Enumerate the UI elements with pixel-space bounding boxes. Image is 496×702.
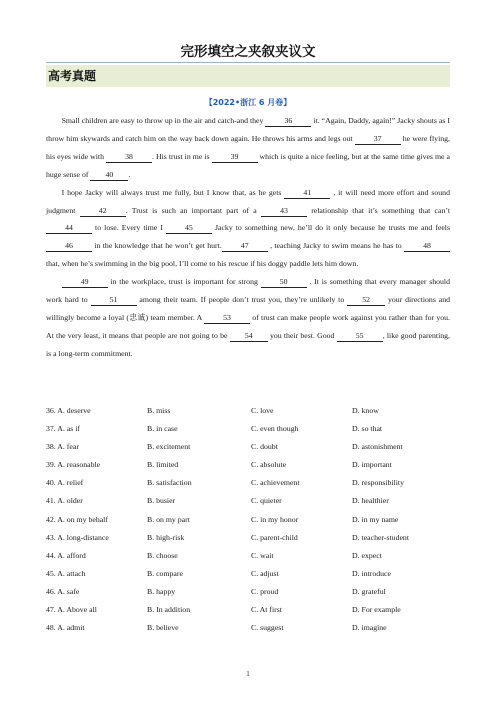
question-number: 45. (46, 568, 56, 578)
option-b: B. choose (147, 550, 178, 560)
option-row (46, 583, 450, 601)
passage-text: you their best. Good (267, 330, 337, 340)
option-d: D. imagine (352, 623, 387, 633)
option-b: B. compare (147, 568, 183, 578)
option-b: B. high-risk (147, 532, 185, 542)
option-row (46, 547, 450, 565)
passage-text: to lose. Every time I (92, 223, 166, 233)
question-number: 48. (46, 623, 56, 633)
option-text: A. older (57, 496, 83, 506)
option-a (46, 492, 83, 510)
passage-text: that, when he’s swimming in the big pool, I’ll come to his rescue if his doggy paddle lets him down. (46, 259, 359, 269)
passage-text: he were flying, his eyes wide with (46, 133, 450, 161)
option-row (46, 511, 450, 529)
passage-text: your directions and willingly become a loyal (忠诚) team member. A (46, 295, 450, 322)
option-a (46, 529, 109, 547)
question-number: 38. (46, 442, 56, 452)
blank-48: 48 (404, 240, 450, 252)
option-d: D. healthier (352, 496, 389, 506)
passage-text: . (128, 169, 131, 179)
blank-49: 49 (62, 276, 108, 288)
passage-text: among their team. If people don’t trust you, they’re unlikely to (136, 295, 348, 305)
option-row (46, 492, 450, 510)
option-a (46, 402, 91, 420)
option-d: D. introduce (352, 568, 391, 578)
source-label: 【2022•浙江 6 月卷】 (204, 98, 292, 107)
option-a (46, 601, 97, 619)
blank-50: 50 (261, 276, 307, 288)
option-d: D. know (352, 406, 379, 415)
option-b: B. satisfaction (147, 478, 192, 488)
question-number: 46. (46, 586, 56, 596)
passage-text: of trust can make people work against you rather than for you. At the very least, it means that people are not going to be (46, 312, 450, 340)
blank-52: 52 (347, 294, 385, 306)
option-a (46, 547, 86, 565)
option-text: A. long-distance (57, 532, 109, 542)
option-c: C. suggest (251, 623, 284, 633)
option-c: C. quieter (251, 496, 282, 506)
option-d: D. important (352, 460, 392, 470)
option-c: C. absolute (251, 460, 287, 470)
option-d: D. expect (352, 550, 382, 560)
blank-36: 36 (265, 115, 311, 127)
option-row (46, 474, 450, 492)
option-c: C. parent-child (251, 532, 298, 542)
option-text: A. Above all (57, 605, 97, 615)
passage-text: . Trust is such an important part of a (125, 205, 261, 215)
option-c: C. At first (251, 605, 282, 615)
option-row (46, 402, 450, 420)
option-b: B. miss (147, 406, 171, 415)
blank-37: 37 (355, 133, 401, 145)
option-c: C. love (251, 406, 274, 415)
blank-40: 40 (90, 169, 128, 181)
option-c: C. proud (251, 586, 279, 596)
option-text: A. afford (57, 550, 86, 560)
blank-47: 47 (222, 240, 268, 252)
option-b: B. busier (147, 496, 176, 506)
passage-paragraph (46, 184, 450, 274)
blank-42: 42 (80, 205, 126, 217)
option-row (46, 420, 450, 438)
option-b: B. limited (147, 460, 179, 470)
question-number: 39. (46, 460, 56, 470)
option-d: D. in my name (352, 514, 399, 524)
option-text: A. deserve (57, 406, 91, 415)
passage-paragraph (46, 273, 450, 363)
answer-options-list (46, 402, 450, 637)
option-b: B. In addition (147, 605, 191, 615)
option-row (46, 438, 450, 456)
blank-54: 54 (230, 330, 268, 342)
option-a (46, 438, 79, 456)
passage-text: relationship that it’s something that can’t (306, 205, 451, 215)
passage-text: Jacky to something new, he’ll do it only because he trusts me and feels (211, 223, 450, 233)
option-text: A. admit (57, 623, 85, 633)
option-text: A. as if (57, 424, 81, 434)
passage-text: , teaching Jacky to swim means he has to (267, 241, 404, 251)
section-heading: 高考真题 (46, 65, 450, 87)
option-row (46, 565, 450, 583)
option-b: B. happy (147, 586, 176, 596)
option-text: A. relief (57, 478, 84, 488)
passage-text: I hope Jacky will always trust me fully, but I know that, as he gets (61, 187, 285, 197)
option-d: D. teacher-student (352, 532, 409, 542)
question-number: 41. (46, 496, 56, 506)
option-d: D. For example (352, 605, 401, 615)
option-row (46, 456, 450, 474)
passage-text: . It is something that every manager should work hard to (46, 277, 450, 305)
passage-text: it. “Again, Daddy, again!” Jacky shouts as I throw him skywards and catch him on the way back down again. He throws his arms and legs out (46, 116, 450, 143)
question-number: 47. (46, 605, 56, 615)
option-a (46, 474, 83, 492)
option-d: D. responsibility (352, 478, 404, 488)
option-c: C. doubt (251, 442, 278, 452)
option-row (46, 529, 450, 547)
blank-44: 44 (46, 222, 92, 234)
question-number: 37. (46, 424, 56, 434)
passage-paragraph (46, 112, 450, 184)
option-a (46, 619, 85, 637)
option-c: C. adjust (251, 568, 279, 578)
option-text: A. on my behalf (57, 514, 108, 524)
option-a (46, 420, 80, 438)
passage-text: which is quite a nice feeling, but at the same time gives me a huge sense of (46, 151, 450, 179)
blank-38: 38 (106, 151, 152, 163)
question-number: 42. (46, 514, 56, 524)
blank-41: 41 (284, 187, 330, 199)
option-text: A. attach (57, 568, 86, 578)
option-b: B. on my part (147, 514, 190, 524)
option-c: C. wait (251, 550, 274, 560)
option-text: A. safe (57, 586, 80, 596)
option-c: C. even though (251, 424, 299, 434)
page-title: 完形填空之夹叙夹议文 (180, 44, 316, 60)
question-number: 40. (46, 478, 56, 488)
option-row (46, 619, 450, 637)
question-number: 44. (46, 550, 56, 560)
question-number: 43. (46, 532, 56, 542)
page-number: 1 (246, 670, 250, 678)
blank-39: 39 (212, 151, 258, 163)
passage-text: . His trust in me is (152, 151, 212, 161)
option-b: B. in case (147, 424, 178, 434)
blank-55: 55 (337, 330, 383, 342)
option-text: A. fear (57, 442, 79, 452)
passage-text: in the workplace, trust is important for strong (107, 277, 261, 287)
option-a (46, 456, 100, 474)
question-number: 36. (46, 406, 56, 415)
option-b: B. believe (147, 623, 179, 633)
blank-43: 43 (261, 205, 307, 217)
passage-text: Small children are easy to throw up in the air and catch-and they (61, 116, 266, 125)
blank-45: 45 (166, 222, 212, 234)
cloze-passage (46, 112, 450, 363)
passage-text: in the knowledge that he won’t get hurt. (92, 241, 222, 251)
option-text: A. reasonable (57, 460, 101, 470)
passage-text: , like good parenting, is a long-term commitment. (46, 330, 450, 358)
passage-text: , it will need more effort and sound judgment (46, 187, 450, 215)
option-b: B. excitement (147, 442, 191, 452)
option-c: C. in my honor (251, 514, 299, 524)
option-row (46, 601, 450, 619)
blank-53: 53 (204, 312, 250, 324)
option-d: D. grateful (352, 586, 386, 596)
title-divider (46, 62, 450, 63)
option-d: D. astonishment (352, 442, 403, 452)
option-a (46, 565, 85, 583)
blank-46: 46 (46, 240, 92, 252)
option-a (46, 583, 79, 601)
option-c: C. achievement (251, 478, 300, 488)
blank-51: 51 (91, 294, 137, 306)
option-d: D. so that (352, 424, 383, 434)
option-a (46, 511, 108, 529)
